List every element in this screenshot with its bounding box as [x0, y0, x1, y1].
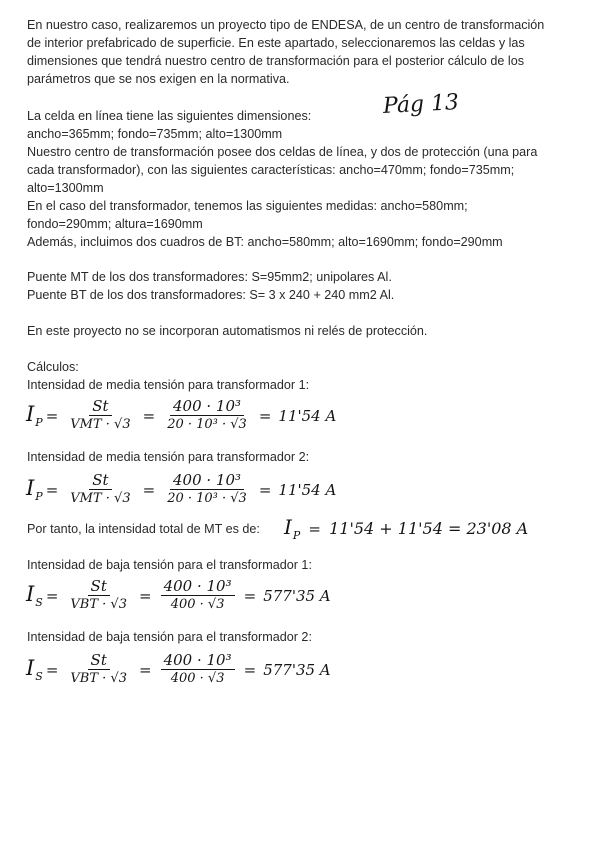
- equation-bt-1: $I_S$ = $\frac{St}{\text{VBT · √3}}$ = $\frac{\text{400 · 10³}}{400 \cdot √3}$ = 577'35 A: [26, 577, 331, 612]
- eq-fraction: $\frac{St}{\text{VBT · √3}}$: [70, 651, 127, 686]
- equation-mt-2: $I_P$ = $\frac{St}{\text{VMT · √3}}$ = $\frac{\text{400 · 10³}}{\text{20 · 10³ · √3}}$ = 11'54 A: [26, 471, 337, 506]
- eq-lhs: $I_P$: [26, 475, 43, 504]
- dims-line: Además, incluimos dos cuadros de BT: ancho=580mm; alto=1690mm; fondo=290mm: [27, 235, 503, 249]
- dims-line: Nuestro centro de transformación posee dos celdas de línea, y dos de protección (una para: [27, 145, 538, 159]
- eq-fraction: $\frac{\text{400 · 10³}}{400 \cdot √3}$: [161, 652, 235, 687]
- intro-line: parámetros que se nos exigen en la normativa.: [27, 72, 290, 86]
- eq-result: 577'35 A: [263, 586, 331, 605]
- eq-result: 577'35 A: [263, 660, 331, 679]
- calc-heading: Cálculos:: [27, 360, 79, 374]
- intro-line: En nuestro caso, realizaremos un proyecto tipo de ENDESA, de un centro de transformación: [27, 18, 545, 32]
- equation-bt-2: $I_S$ = $\frac{St}{\text{VBT · √3}}$ = $\frac{\text{400 · 10³}}{400 \cdot √3}$ = 577'35 A: [26, 651, 331, 686]
- equation-total: $I_P = 11'54 + 11'54 = 23'08$ A: [284, 515, 529, 542]
- eq-fraction: $\frac{\text{400 · 10³}}{\text{20 · 10³ · √3}}$: [167, 471, 247, 506]
- page-tag-handwritten: Pág 13: [382, 90, 460, 119]
- intro-line: dimensiones que tendrá nuestro centro de transformación para el posterior cálculo de los: [27, 54, 525, 68]
- total-label: Por tanto, la intensidad total de MT es de:: [27, 522, 260, 536]
- eq-fraction: $\frac{St}{\text{VBT · √3}}$: [70, 577, 127, 612]
- dims-line: La celda en línea tiene las siguientes dimensiones:: [27, 109, 312, 123]
- mt2-label: Intensidad de media tensión para transformador 2:: [27, 450, 310, 464]
- eq-fraction: $\frac{St}{\text{VMT · √3}}$: [70, 397, 131, 432]
- no-automation-note: En este proyecto no se incorporan automatismos ni relés de protección.: [27, 324, 428, 338]
- mt1-label: Intensidad de media tensión para transformador 1:: [27, 378, 310, 392]
- dims-line: cada transformador), con las siguientes características: ancho=470mm; fondo=735mm;: [27, 163, 515, 177]
- intro-line: de interior prefabricado de superficie. En este apartado, seleccionaremos las celdas y las: [27, 36, 525, 50]
- dims-line: En el caso del transformador, tenemos las siguientes medidas: ancho=580mm;: [27, 199, 468, 213]
- eq-fraction: $\frac{St}{\text{VMT · √3}}$: [70, 471, 131, 506]
- equation-mt-1: $I_P$ = $\frac{St}{\text{VMT · √3}}$ = $\frac{\text{400 · 10³}}{\text{20 · 10³ · √3}}$ = 11'54 A: [26, 397, 337, 432]
- dims-line: ancho=365mm; fondo=735mm; alto=1300mm: [27, 127, 283, 141]
- dims-line: fondo=290mm; altura=1690mm: [27, 217, 203, 231]
- eq-result: 11'54 A: [278, 480, 337, 499]
- eq-result: 11'54 A: [278, 406, 337, 425]
- eq-fraction: $\frac{\text{400 · 10³}}{400 \cdot √3}$: [161, 578, 235, 613]
- bridge-line: Puente MT de los dos transformadores: S=95mm2; unipolares Al.: [27, 270, 392, 284]
- eq-fraction: $\frac{\text{400 · 10³}}{\text{20 · 10³ · √3}}$: [167, 397, 247, 432]
- bt2-label: Intensidad de baja tensión para el transformador 2:: [27, 630, 312, 644]
- eq-lhs: $I_S$: [26, 581, 43, 610]
- dims-line: alto=1300mm: [27, 181, 104, 195]
- bt1-label: Intensidad de baja tensión para el transformador 1:: [27, 558, 312, 572]
- eq-lhs: $I_P$: [26, 401, 43, 430]
- bridge-line: Puente BT de los dos transformadores: S= 3 x 240 + 240 mm2 Al.: [27, 288, 395, 302]
- eq-lhs: $I_S$: [26, 655, 43, 684]
